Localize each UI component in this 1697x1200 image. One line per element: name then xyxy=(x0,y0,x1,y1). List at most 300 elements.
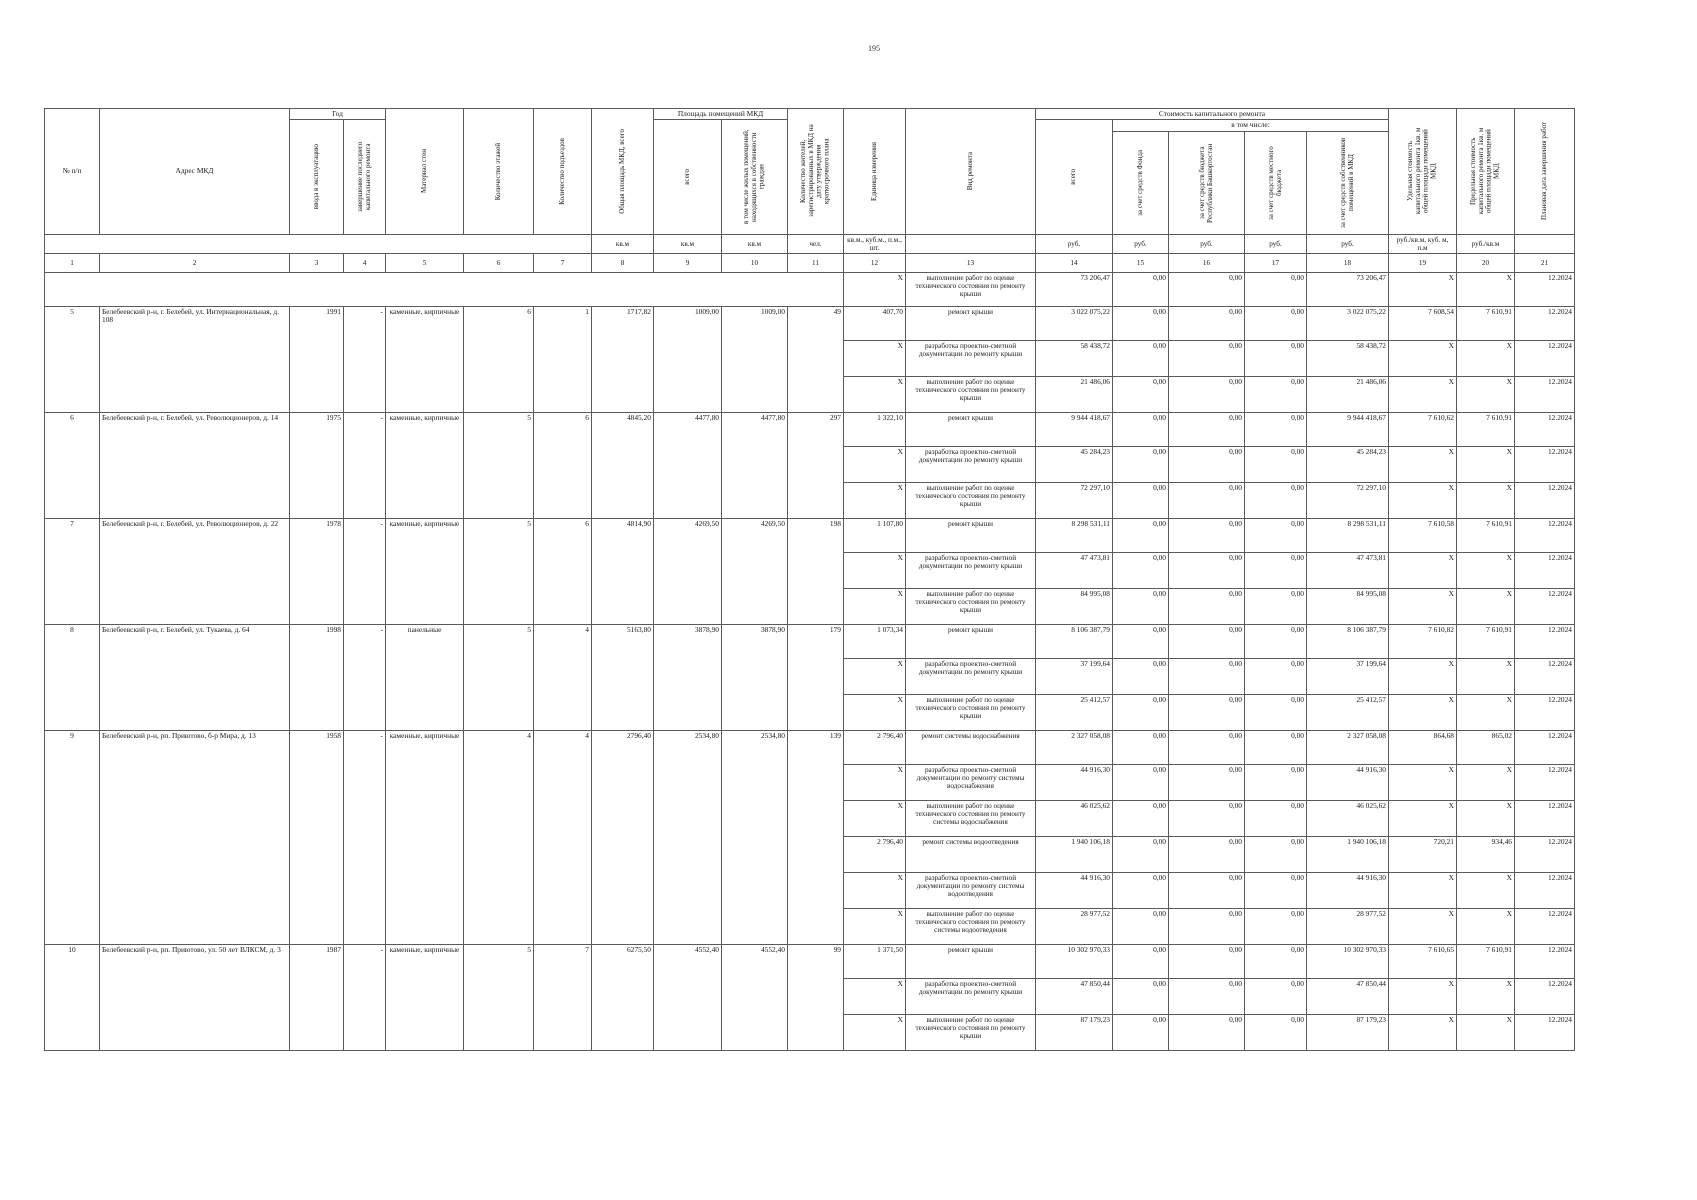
cell-rb: 0,00 xyxy=(1169,730,1245,764)
cell-rb: 0,00 xyxy=(1169,944,1245,978)
cell-work: выполнение работ по оценке технического состояния по ремонту крыши xyxy=(906,482,1036,518)
cell-unit: X xyxy=(844,872,906,908)
table-row xyxy=(45,306,1575,340)
cell-work: разработка проектно-сметной документации по ремонту крыши xyxy=(906,658,1036,694)
cell-total: 2 327 058,08 xyxy=(1036,730,1113,764)
cell-spec: X xyxy=(1389,908,1457,944)
column-number: 16 xyxy=(1169,253,1245,272)
cell-n: 9 xyxy=(45,730,100,944)
cell-fund: 0,00 xyxy=(1113,872,1169,908)
column-number: 3 xyxy=(290,253,344,272)
cell-spec: X xyxy=(1389,376,1457,412)
cell-owners: 28 977,52 xyxy=(1307,908,1389,944)
cell-spec: X xyxy=(1389,272,1457,306)
cell-owners: 47 473,81 xyxy=(1307,552,1389,588)
cell-entrances: 4 xyxy=(534,730,592,944)
cell-work: ремонт крыши xyxy=(906,412,1036,446)
cell-spec: X xyxy=(1389,658,1457,694)
header-address: Адрес МКД xyxy=(100,109,290,235)
page-number: 195 xyxy=(868,44,880,53)
cell-unit: X xyxy=(844,658,906,694)
cell-work: разработка проектно-сметной документации по ремонту крыши xyxy=(906,446,1036,482)
cell-wall: каменные, кирпичные xyxy=(386,412,464,518)
cell-last-repair: - xyxy=(344,624,386,730)
cell-local: 0,00 xyxy=(1245,694,1307,730)
cell-unit: 1 371,50 xyxy=(844,944,906,978)
cell-n: 8 xyxy=(45,624,100,730)
cell-local: 0,00 xyxy=(1245,730,1307,764)
cell-spec: 864,68 xyxy=(1389,730,1457,764)
cell-floors: 5 xyxy=(464,944,534,1050)
cell-total: 1 940 106,18 xyxy=(1036,836,1113,872)
cell-address: Белебеевский р-н, рп. Приютово, ул. 50 лет ВЛКСМ, д. 3 xyxy=(100,944,290,1050)
cell-date: 12.2024 xyxy=(1515,908,1575,944)
cell-last-repair: - xyxy=(344,412,386,518)
cell-unit: X xyxy=(844,552,906,588)
cell-local: 0,00 xyxy=(1245,518,1307,552)
cell-year: 1991 xyxy=(290,306,344,412)
cell-fund: 0,00 xyxy=(1113,836,1169,872)
cell-date: 12.2024 xyxy=(1515,800,1575,836)
cell-spec: X xyxy=(1389,872,1457,908)
cell-wall: панельные xyxy=(386,624,464,730)
column-number: 9 xyxy=(654,253,722,272)
cell-rb: 0,00 xyxy=(1169,446,1245,482)
cell-year: 1998 xyxy=(290,624,344,730)
cell-spec: X xyxy=(1389,800,1457,836)
header-spec-cost: Удельная стоимость капитального ремонта 1кв. м общей площади помещений МКД xyxy=(1389,109,1457,235)
cell-max: 7 610,91 xyxy=(1457,306,1515,340)
cell-date: 12.2024 xyxy=(1515,624,1575,658)
cell-owners: 8 106 387,79 xyxy=(1307,624,1389,658)
cell-local: 0,00 xyxy=(1245,376,1307,412)
cell-fund: 0,00 xyxy=(1113,340,1169,376)
cell-spec: X xyxy=(1389,340,1457,376)
cell-unit: X xyxy=(844,482,906,518)
cell-unit: X xyxy=(844,376,906,412)
cell-date: 12.2024 xyxy=(1515,658,1575,694)
header-date: Плановая дата завершения работ xyxy=(1515,109,1575,235)
cell-rb: 0,00 xyxy=(1169,694,1245,730)
cell-owners: 37 199,64 xyxy=(1307,658,1389,694)
cell-owners: 2 327 058,08 xyxy=(1307,730,1389,764)
cell-local: 0,00 xyxy=(1245,272,1307,306)
cell-spec: 7 610,65 xyxy=(1389,944,1457,978)
cell-work: ремонт крыши xyxy=(906,944,1036,978)
cell-rb: 0,00 xyxy=(1169,412,1245,446)
cell-fund: 0,00 xyxy=(1113,908,1169,944)
cell-spec: 7 610,82 xyxy=(1389,624,1457,658)
cell-local: 0,00 xyxy=(1245,908,1307,944)
cell-work: выполнение работ по оценке технического состояния по ремонту крыши xyxy=(906,272,1036,306)
cell-owners: 3 022 075,22 xyxy=(1307,306,1389,340)
cell-owners: 44 916,30 xyxy=(1307,764,1389,800)
column-number: 20 xyxy=(1457,253,1515,272)
cell-max: X xyxy=(1457,272,1515,306)
cell-unit: X xyxy=(844,764,906,800)
cell-local: 0,00 xyxy=(1245,552,1307,588)
table-row xyxy=(45,944,1575,978)
cell-unit: X xyxy=(844,446,906,482)
cell-area: 5163,80 xyxy=(592,624,654,730)
header-cost: Стоимость капитального ремонта xyxy=(1036,109,1389,120)
cell-max: X xyxy=(1457,588,1515,624)
cell-work: выполнение работ по оценке технического состояния по ремонту системы водоснабжения xyxy=(906,800,1036,836)
column-number: 5 xyxy=(386,253,464,272)
cell-work: разработка проектно-сметной документации по ремонту системы водоотведения xyxy=(906,872,1036,908)
cell-total: 84 995,08 xyxy=(1036,588,1113,624)
cell-address: Белебеевский р-н, г. Белебей, ул. Интернациональная, д. 108 xyxy=(100,306,290,412)
header-premises-total: всего xyxy=(654,120,722,234)
cell-max: 934,46 xyxy=(1457,836,1515,872)
cell-local: 0,00 xyxy=(1245,978,1307,1014)
cell-wall: каменные, кирпичные xyxy=(386,306,464,412)
cell-unit: 2 796,40 xyxy=(844,836,906,872)
cell-date: 12.2024 xyxy=(1515,272,1575,306)
column-number: 4 xyxy=(344,253,386,272)
cell-spec: 7 608,54 xyxy=(1389,306,1457,340)
cell-rb: 0,00 xyxy=(1169,306,1245,340)
cell-rb: 0,00 xyxy=(1169,552,1245,588)
cell-rb: 0,00 xyxy=(1169,1014,1245,1050)
cell-living: 4552,40 xyxy=(722,944,788,1050)
cell-local: 0,00 xyxy=(1245,764,1307,800)
cell-date: 12.2024 xyxy=(1515,412,1575,446)
cell-work: ремонт крыши xyxy=(906,306,1036,340)
header-c-fund: за счет средств Фонда xyxy=(1113,131,1169,234)
cell-owners: 9 944 418,67 xyxy=(1307,412,1389,446)
cell-spec: X xyxy=(1389,552,1457,588)
header-premises-area: Площадь помещений МКД xyxy=(654,109,788,120)
header-unit: Единица измерения xyxy=(844,109,906,235)
cell-people: 49 xyxy=(788,306,844,412)
cell-spec: 720,21 xyxy=(1389,836,1457,872)
cell-n: 6 xyxy=(45,412,100,518)
cell-spec: X xyxy=(1389,764,1457,800)
column-number: 19 xyxy=(1389,253,1457,272)
header-year-commission: ввода в эксплуатацию xyxy=(290,120,344,234)
cell-fund: 0,00 xyxy=(1113,446,1169,482)
cell-people: 297 xyxy=(788,412,844,518)
unit-cell: кв.м xyxy=(592,234,654,253)
cell-work: выполнение работ по оценке технического состояния по ремонту крыши xyxy=(906,376,1036,412)
cell-living: 1009,00 xyxy=(722,306,788,412)
table-body xyxy=(45,272,1575,1050)
cell-fund: 0,00 xyxy=(1113,978,1169,1014)
cell-local: 0,00 xyxy=(1245,588,1307,624)
column-number: 14 xyxy=(1036,253,1113,272)
cell-owners: 72 297,10 xyxy=(1307,482,1389,518)
header-cost-total: всего xyxy=(1036,120,1113,234)
cell-people: 179 xyxy=(788,624,844,730)
cell-work: разработка проектно-сметной документации по ремонту крыши xyxy=(906,552,1036,588)
header-wall: Материал стен xyxy=(386,109,464,235)
cell-max: X xyxy=(1457,446,1515,482)
cell-total: 25 412,57 xyxy=(1036,694,1113,730)
cell-fund: 0,00 xyxy=(1113,412,1169,446)
cell-spec: X xyxy=(1389,482,1457,518)
cell-spec: 7 610,58 xyxy=(1389,518,1457,552)
cell-work: выполнение работ по оценке технического состояния по ремонту крыши xyxy=(906,1014,1036,1050)
cell-entrances: 7 xyxy=(534,944,592,1050)
column-number: 8 xyxy=(592,253,654,272)
cell-date: 12.2024 xyxy=(1515,836,1575,872)
header-total-area: Общая площадь МКД, всего xyxy=(592,109,654,235)
cell-unit: 1 073,34 xyxy=(844,624,906,658)
header-year: Год xyxy=(290,109,386,120)
header-entrances: Количество подъездов xyxy=(534,109,592,235)
cell-rb: 0,00 xyxy=(1169,340,1245,376)
cell-area: 4845,20 xyxy=(592,412,654,518)
cell-premises: 3878,90 xyxy=(654,624,722,730)
cell-total: 45 284,23 xyxy=(1036,446,1113,482)
unit-cell: кв.м xyxy=(722,234,788,253)
cell-local: 0,00 xyxy=(1245,836,1307,872)
cell-rb: 0,00 xyxy=(1169,658,1245,694)
cell-max: X xyxy=(1457,908,1515,944)
cell-year: 1975 xyxy=(290,412,344,518)
cell-date: 12.2024 xyxy=(1515,340,1575,376)
cell-unit: X xyxy=(844,1014,906,1050)
cell-max: X xyxy=(1457,340,1515,376)
cell-premises: 4269,50 xyxy=(654,518,722,624)
unit-cell: чел. xyxy=(788,234,844,253)
cell-address: Белебеевский р-н, г. Белебей, ул. Революционеров, д. 22 xyxy=(100,518,290,624)
cell-date: 12.2024 xyxy=(1515,1014,1575,1050)
cell-year: 1987 xyxy=(290,944,344,1050)
units-row xyxy=(45,234,1575,253)
cell-owners: 1 940 106,18 xyxy=(1307,836,1389,872)
cell-last-repair: - xyxy=(344,730,386,944)
table-row xyxy=(45,730,1575,764)
header-work: Вид ремонта xyxy=(906,109,1036,235)
cell-unit: X xyxy=(844,908,906,944)
cell-year: 1978 xyxy=(290,518,344,624)
cell-area: 6275,50 xyxy=(592,944,654,1050)
unit-cell: руб./кв.м xyxy=(1457,234,1515,253)
cell-n: 5 xyxy=(45,306,100,412)
cell-entrances: 6 xyxy=(534,518,592,624)
cell-spec: X xyxy=(1389,978,1457,1014)
table-header xyxy=(45,109,1575,273)
table-row xyxy=(45,412,1575,446)
cell-total: 21 486,06 xyxy=(1036,376,1113,412)
cell-owners: 21 486,06 xyxy=(1307,376,1389,412)
cell-entrances: 6 xyxy=(534,412,592,518)
cell-spec: X xyxy=(1389,588,1457,624)
cell-people: 139 xyxy=(788,730,844,944)
header-n: № п/п xyxy=(45,109,100,235)
cell-work: выполнение работ по оценке технического состояния по ремонту крыши xyxy=(906,694,1036,730)
header-year-last-repair: завершение последнего капитального ремонта xyxy=(344,120,386,234)
column-number: 18 xyxy=(1307,253,1389,272)
cell-floors: 6 xyxy=(464,306,534,412)
cell-rb: 0,00 xyxy=(1169,764,1245,800)
cell-total: 3 022 075,22 xyxy=(1036,306,1113,340)
cell-local: 0,00 xyxy=(1245,624,1307,658)
cell-floors: 4 xyxy=(464,730,534,944)
cell-total: 47 850,44 xyxy=(1036,978,1113,1014)
cell-date: 12.2024 xyxy=(1515,872,1575,908)
repair-plan-sheet xyxy=(44,108,1575,1051)
column-number: 7 xyxy=(534,253,592,272)
cell-unit: 407,70 xyxy=(844,306,906,340)
unit-cell: кв.м xyxy=(654,234,722,253)
cell-owners: 46 025,62 xyxy=(1307,800,1389,836)
column-number: 15 xyxy=(1113,253,1169,272)
cell-floors: 5 xyxy=(464,624,534,730)
cell-local: 0,00 xyxy=(1245,800,1307,836)
cell-total: 73 206,47 xyxy=(1036,272,1113,306)
cell-local: 0,00 xyxy=(1245,1014,1307,1050)
cell-max: X xyxy=(1457,658,1515,694)
cell-rb: 0,00 xyxy=(1169,272,1245,306)
column-number: 6 xyxy=(464,253,534,272)
cell-max: X xyxy=(1457,978,1515,1014)
cell-last-repair: - xyxy=(344,518,386,624)
cell-fund: 0,00 xyxy=(1113,1014,1169,1050)
cell-floors: 5 xyxy=(464,518,534,624)
header-residents: Количество жителей, зарегистрированных в МКД на дату утверждения краткосрочного плана xyxy=(788,109,844,235)
column-number: 11 xyxy=(788,253,844,272)
cell-work: разработка проектно-сметной документации по ремонту крыши xyxy=(906,978,1036,1014)
cell-local: 0,00 xyxy=(1245,340,1307,376)
cell-fund: 0,00 xyxy=(1113,306,1169,340)
cell-premises: 2534,80 xyxy=(654,730,722,944)
header-c-owners: за счет средств собственников помещений в МКД xyxy=(1307,131,1389,234)
header-premises-living: в том числе жилых помещений, находящихся в собственности граждан xyxy=(722,120,788,234)
cell-local: 0,00 xyxy=(1245,658,1307,694)
cell-date: 12.2024 xyxy=(1515,552,1575,588)
cell-fund: 0,00 xyxy=(1113,730,1169,764)
cell-unit: X xyxy=(844,340,906,376)
cell-work: ремонт крыши xyxy=(906,624,1036,658)
cell-entrances: 4 xyxy=(534,624,592,730)
header-max-cost: Предельная стоимость капитального ремонта 1кв. м общей площади помещений МКД xyxy=(1457,109,1515,235)
cell-total: 46 025,62 xyxy=(1036,800,1113,836)
cell-premises: 1009,00 xyxy=(654,306,722,412)
cell-work: ремонт системы водоснабжения xyxy=(906,730,1036,764)
column-number: 17 xyxy=(1245,253,1307,272)
column-number: 10 xyxy=(722,253,788,272)
cell-owners: 45 284,23 xyxy=(1307,446,1389,482)
cell-fund: 0,00 xyxy=(1113,482,1169,518)
cell-total: 47 473,81 xyxy=(1036,552,1113,588)
cell-date: 12.2024 xyxy=(1515,446,1575,482)
cell-total: 58 438,72 xyxy=(1036,340,1113,376)
cell-living: 3878,90 xyxy=(722,624,788,730)
cell-last-repair: - xyxy=(344,944,386,1050)
cell-people: 99 xyxy=(788,944,844,1050)
cell-year: 1958 xyxy=(290,730,344,944)
unit-cell: кв.м., куб.м., п.м., шт. xyxy=(844,234,906,253)
cell-owners: 8 298 531,11 xyxy=(1307,518,1389,552)
cell-work: разработка проектно-сметной документации по ремонту крыши xyxy=(906,340,1036,376)
cell-spec: 7 610,62 xyxy=(1389,412,1457,446)
cell-rb: 0,00 xyxy=(1169,836,1245,872)
cell-date: 12.2024 xyxy=(1515,518,1575,552)
cell-total: 8 106 387,79 xyxy=(1036,624,1113,658)
cell-owners: 58 438,72 xyxy=(1307,340,1389,376)
header-c-local: за счет средств местного бюджета xyxy=(1245,131,1307,234)
cell-owners: 84 995,08 xyxy=(1307,588,1389,624)
repair-plan-table xyxy=(44,108,1575,1051)
cell-total: 37 199,64 xyxy=(1036,658,1113,694)
cell-date: 12.2024 xyxy=(1515,588,1575,624)
cell-max: 7 610,91 xyxy=(1457,624,1515,658)
header-floors: Количество этажей xyxy=(464,109,534,235)
cell-local: 0,00 xyxy=(1245,412,1307,446)
cell-local: 0,00 xyxy=(1245,482,1307,518)
cell-owners: 73 206,47 xyxy=(1307,272,1389,306)
cell-last-repair: - xyxy=(344,306,386,412)
cell-address: Белебеевский р-н, рп. Приютово, б-р Мира, д. 13 xyxy=(100,730,290,944)
unit-cell: руб. xyxy=(1169,234,1245,253)
cell-fund: 0,00 xyxy=(1113,800,1169,836)
unit-cell: руб. xyxy=(1307,234,1389,253)
table-row xyxy=(45,518,1575,552)
column-numbers-row xyxy=(45,253,1575,272)
cell-spec: X xyxy=(1389,1014,1457,1050)
cell-living: 4477,80 xyxy=(722,412,788,518)
cell-rb: 0,00 xyxy=(1169,482,1245,518)
column-number: 13 xyxy=(906,253,1036,272)
table-row xyxy=(45,624,1575,658)
cell-total: 8 298 531,11 xyxy=(1036,518,1113,552)
cell-fund: 0,00 xyxy=(1113,376,1169,412)
table-row xyxy=(45,272,1575,306)
cell-unit: 1 107,80 xyxy=(844,518,906,552)
cell-work: ремонт крыши xyxy=(906,518,1036,552)
unit-cell: руб./кв.м, куб. м, п.м xyxy=(1389,234,1457,253)
cell-fund: 0,00 xyxy=(1113,624,1169,658)
header-incl: в том числе: xyxy=(1113,120,1389,131)
cell-date: 12.2024 xyxy=(1515,764,1575,800)
cell-date: 12.2024 xyxy=(1515,306,1575,340)
cell-total: 87 179,23 xyxy=(1036,1014,1113,1050)
cell-wall: каменные, кирпичные xyxy=(386,518,464,624)
cell-max: X xyxy=(1457,764,1515,800)
cell-max: X xyxy=(1457,376,1515,412)
cell-rb: 0,00 xyxy=(1169,800,1245,836)
cell-premises: 4552,40 xyxy=(654,944,722,1050)
cell-total: 10 302 970,33 xyxy=(1036,944,1113,978)
cell-fund: 0,00 xyxy=(1113,944,1169,978)
cell-total: 44 916,30 xyxy=(1036,764,1113,800)
cell-entrances: 1 xyxy=(534,306,592,412)
cell-owners: 25 412,57 xyxy=(1307,694,1389,730)
cell-rb: 0,00 xyxy=(1169,376,1245,412)
cell-premises: 4477,80 xyxy=(654,412,722,518)
cell-max: X xyxy=(1457,800,1515,836)
cell-fund: 0,00 xyxy=(1113,552,1169,588)
cell-n: 10 xyxy=(45,944,100,1050)
cell-work: выполнение работ по оценке технического состояния по ремонту системы водоотведения xyxy=(906,908,1036,944)
cell-spec: X xyxy=(1389,694,1457,730)
cell-rb: 0,00 xyxy=(1169,872,1245,908)
cell-owners: 10 302 970,33 xyxy=(1307,944,1389,978)
cell-rb: 0,00 xyxy=(1169,518,1245,552)
cell-date: 12.2024 xyxy=(1515,944,1575,978)
column-number: 2 xyxy=(100,253,290,272)
cell-total: 9 944 418,67 xyxy=(1036,412,1113,446)
cell-wall: каменные, кирпичные xyxy=(386,944,464,1050)
column-number: 12 xyxy=(844,253,906,272)
cell-fund: 0,00 xyxy=(1113,518,1169,552)
cell-max: 7 610,91 xyxy=(1457,944,1515,978)
cell-fund: 0,00 xyxy=(1113,588,1169,624)
cell-unit: X xyxy=(844,272,906,306)
